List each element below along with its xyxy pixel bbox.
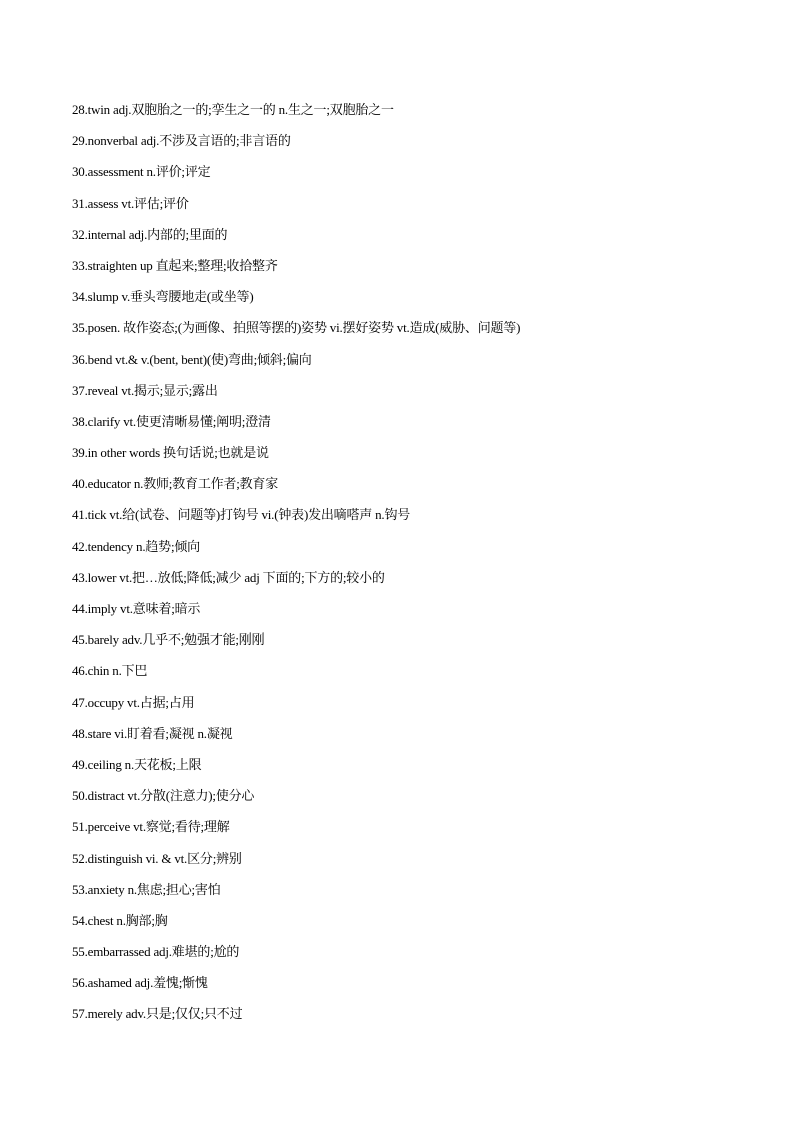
vocab-entry: 47.occupy vt.占据;占用 (72, 694, 195, 710)
vocab-entry: 43.lower vt.把…放低;降低;减少 adj 下面的;下方的;较小的 (72, 569, 385, 585)
vocab-entry: 29.nonverbal adj.不涉及言语的;非言语的 (72, 133, 291, 149)
vocab-entry: 36.bend vt.& v.(bent, bent)(使)弯曲;倾斜;偏向 (72, 351, 312, 367)
vocab-entry: 44.imply vt.意味着;暗示 (72, 601, 201, 616)
vocab-entry: 41.tick vt.给(试卷、问题等)打钩号 vi.(钟表)发出嘀嗒声 n.钩号 (72, 507, 411, 523)
vocab-entry: 33.straighten up 直起来;整理;收拾整齐 (72, 257, 278, 273)
vocab-entry: 30.assessment n.评价;评定 (72, 164, 211, 180)
vocab-entry: 54.chest n.胸部;胸 (72, 912, 168, 928)
vocab-entry: 38.clarify vt.使更清晰易懂;阐明;澄清 (72, 413, 271, 429)
vocab-entry: 42.tendency n.趋势;倾向 (72, 538, 200, 554)
vocab-entry: 46.chin n.下巴 (72, 663, 148, 679)
vocab-entry: 50.distract vt.分散(注意力);使分心 (72, 788, 255, 804)
vocab-entry: 28.twin adj.双胞胎之一的;孪生之一的 n.生之一;双胞胎之一 (72, 102, 394, 117)
vocab-entry: 32.internal adj.内部的;里面的 (72, 226, 228, 242)
vocab-entry: 34.slump v.垂头弯腰地走(或坐等) (72, 289, 254, 305)
vocab-entry: 35.posen. 故作姿态;(为画像、拍照等摆的)姿势 vi.摆好姿势 vt.造成(威胁、问题等) (72, 320, 521, 336)
vocab-entry: 52.distinguish vi. & vt.区分;辨别 (72, 850, 242, 866)
vocab-entry: 39.in other words 换句话说;也就是说 (72, 445, 269, 461)
vocab-entry: 31.assess vt.评估;评价 (72, 195, 189, 211)
vocab-entry: 51.perceive vt.察觉;看待;理解 (72, 819, 230, 835)
vocab-entry: 49.ceiling n.天花板;上限 (72, 756, 202, 772)
vocab-entry: 53.anxiety n.焦虑;担心;害怕 (72, 881, 221, 897)
vocab-entry: 37.reveal vt.揭示;显示;露出 (72, 382, 218, 398)
vocab-entry: 57.merely adv.只是;仅仅;只不过 (72, 1006, 243, 1022)
vocab-entry: 56.ashamed adj.羞愧;惭愧 (72, 975, 208, 991)
vocabulary-list (72, 98, 752, 1034)
vocab-entry: 48.stare vi.盯着看;凝视 n.凝视 (72, 725, 233, 741)
vocab-entry: 45.barely adv.几乎不;勉强才能;刚刚 (72, 632, 265, 648)
vocab-entry: 40.educator n.教师;教育工作者;教育家 (72, 476, 279, 492)
vocab-entry: 55.embarrassed adj.难堪的;尬的 (72, 944, 240, 960)
